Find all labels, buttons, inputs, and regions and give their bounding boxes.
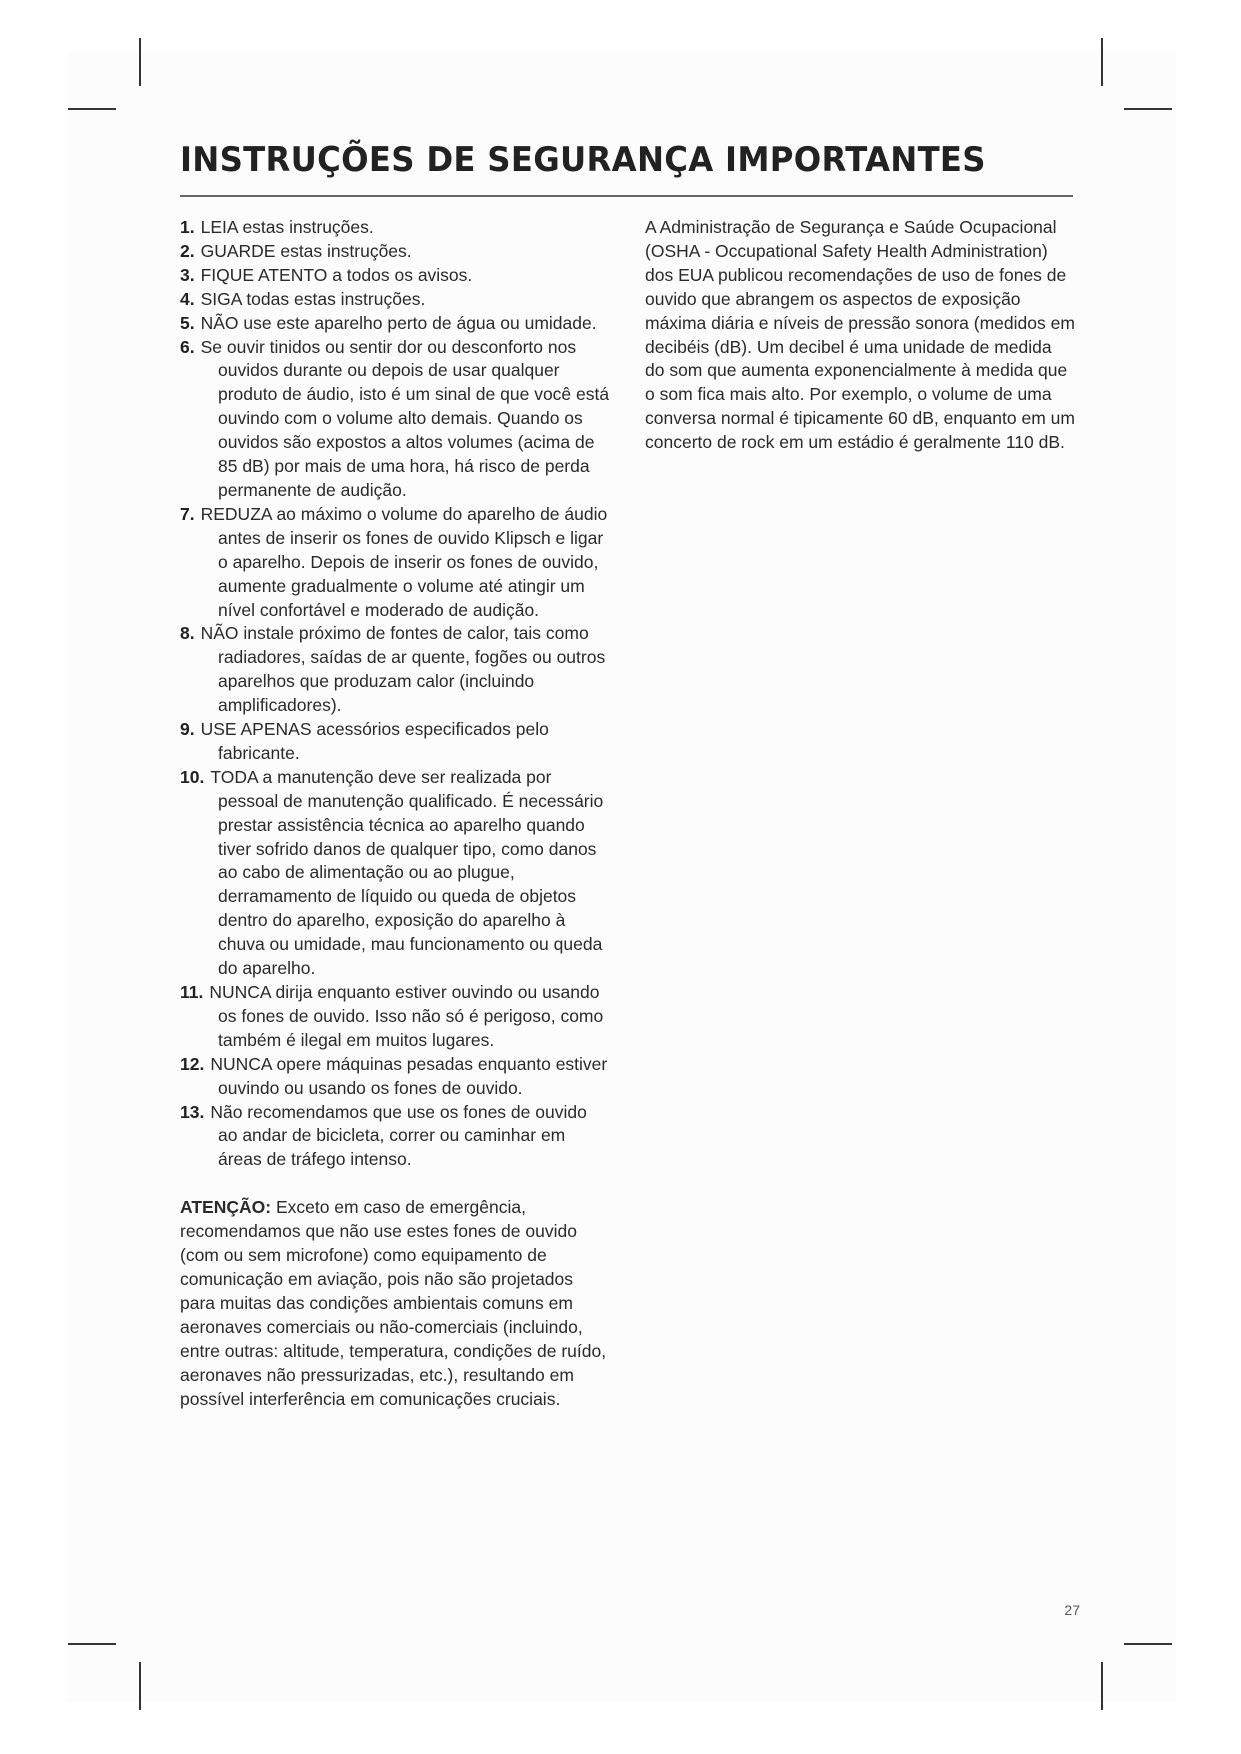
instruction-number: 12. (180, 1053, 205, 1074)
instruction-text: FIQUE ATENTO a todos os avisos. (200, 264, 473, 285)
osha-paragraph: A Administração de Segurança e Saúde Ocupacional (OSHA - Occupational Safety Health Administration) dos EUA publicou recomendações de uso de fones de ouvido que abrangem os aspectos de exposição máxima diária e níveis de pressão sonora (medidos em decibéis (dB). Um decibel é uma unidade de medida do som que aumenta exponencialmente à medida que o som fica mais alto. Por exemplo, o volume de uma conversa normal é tipicamente 60 dB, enquanto em um concerto de rock em um estádio é geralmente 110 dB. (645, 217, 1075, 453)
instruction-text: USE APENAS acessórios especificados pelo fabricante. (200, 719, 549, 763)
title-divider (180, 195, 1073, 197)
instruction-item (180, 718, 610, 766)
instruction-item (180, 264, 610, 288)
instruction-text: NÃO use este aparelho perto de água ou umidade. (200, 312, 597, 333)
crop-mark-bottom-left-vertical (139, 1662, 141, 1710)
instruction-item (180, 216, 610, 240)
instruction-number: 2. (180, 240, 195, 261)
instruction-item (180, 622, 610, 718)
instruction-number: 6. (180, 336, 195, 357)
left-column (180, 216, 610, 1429)
crop-mark-bottom-right-horizontal (1124, 1643, 1172, 1645)
instruction-text: REDUZA ao máximo o volume do aparelho de áudio antes de inserir os fones de ouvido Klipsch e ligar o aparelho. Depois de inserir os fones de ouvido, aumente gradualmente o volume até atingir um nível confortável e moderado de audição. (200, 503, 608, 620)
instruction-number: 10. (180, 766, 205, 787)
instruction-text: Não recomendamos que use os fones de ouvido ao andar de bicicleta, correr ou caminhar em áreas de tráfego intenso. (210, 1101, 587, 1170)
instruction-text: SIGA todas estas instruções. (200, 288, 426, 309)
instruction-item (180, 766, 610, 981)
crop-mark-bottom-right-vertical (1101, 1662, 1103, 1710)
instruction-item (180, 981, 610, 1053)
instruction-number: 1. (180, 217, 195, 237)
instruction-number: 7. (180, 503, 195, 524)
instruction-item (180, 503, 610, 623)
instruction-item (180, 1053, 610, 1101)
crop-mark-top-right-horizontal (1124, 108, 1172, 110)
instruction-list (180, 216, 610, 1172)
warning-label: ATENÇÃO: (180, 1197, 272, 1218)
instruction-text: TODA a manutenção deve ser realizada por pessoal de manutenção qualificado. É necessário prestar assistência técnica ao aparelho quando tiver sofrido danos de qualquer tipo, como danos ao cabo de alimentação ou ao plugue, derramamento de líquido ou queda de objetos dentro do aparelho, exposição do aparelho à chuva ou umidade, mau funcionamento ou queda do aparelho. (210, 766, 604, 979)
instruction-number: 4. (180, 288, 195, 309)
crop-mark-top-right-vertical (1101, 38, 1103, 86)
instruction-text: LEIA estas instruções. (200, 217, 374, 237)
instruction-number: 11. (180, 982, 204, 1002)
instruction-item (180, 312, 610, 336)
instruction-text: NUNCA dirija enquanto estiver ouvindo ou usando os fones de ouvido. Isso não só é perigoso, como também é ilegal em muitos lugares. (209, 982, 604, 1050)
instruction-text: NUNCA opere máquinas pesadas enquanto estiver ouvindo ou usando os fones de ouvido. (210, 1053, 608, 1098)
page-number: 27 (1064, 1602, 1080, 1618)
crop-mark-top-left-horizontal (68, 108, 116, 110)
instruction-number: 5. (180, 312, 195, 333)
warning-text: Exceto em caso de emergência, recomendamos que não use estes fones de ouvido (com ou sem microfone) como equipamento de comunicação em aviação, pois não são projetados para muitas das condições ambientais comuns em aeronaves comerciais ou não-comerciais (incluindo, entre outras: altitude, temperatura, condições de ruído, aeronaves não pressurizadas, etc.), resultando em possível interferência em comunicações cruciais. (180, 1197, 607, 1409)
right-column (645, 216, 1075, 455)
instruction-number: 3. (180, 264, 195, 285)
instruction-text: NÃO instale próximo de fontes de calor, tais como radiadores, saídas de ar quente, fogões ou outros aparelhos que produzam calor (incluindo amplificadores). (200, 623, 606, 716)
instruction-item (180, 1101, 610, 1173)
instruction-number: 9. (180, 719, 195, 740)
crop-mark-top-left-vertical (139, 38, 141, 86)
instruction-text: Se ouvir tinidos ou sentir dor ou desconforto nos ouvidos durante ou depois de usar qualquer produto de áudio, isto é um sinal de que você está ouvindo com o volume alto demais. Quando os ouvidos são expostos a altos volumes (acima de 85 dB) por mais de uma hora, há risco de perda permanente de audição. (200, 336, 610, 500)
instruction-number: 8. (180, 623, 195, 644)
instruction-text: GUARDE estas instruções. (200, 240, 412, 261)
instruction-item (180, 240, 610, 264)
crop-mark-bottom-left-horizontal (68, 1643, 116, 1645)
instruction-item (180, 288, 610, 312)
aviation-warning (180, 1196, 610, 1411)
instruction-item (180, 336, 610, 503)
instruction-number: 13. (180, 1101, 205, 1122)
page-title: INSTRUÇÕES DE SEGURANÇA IMPORTANTES (180, 140, 986, 180)
